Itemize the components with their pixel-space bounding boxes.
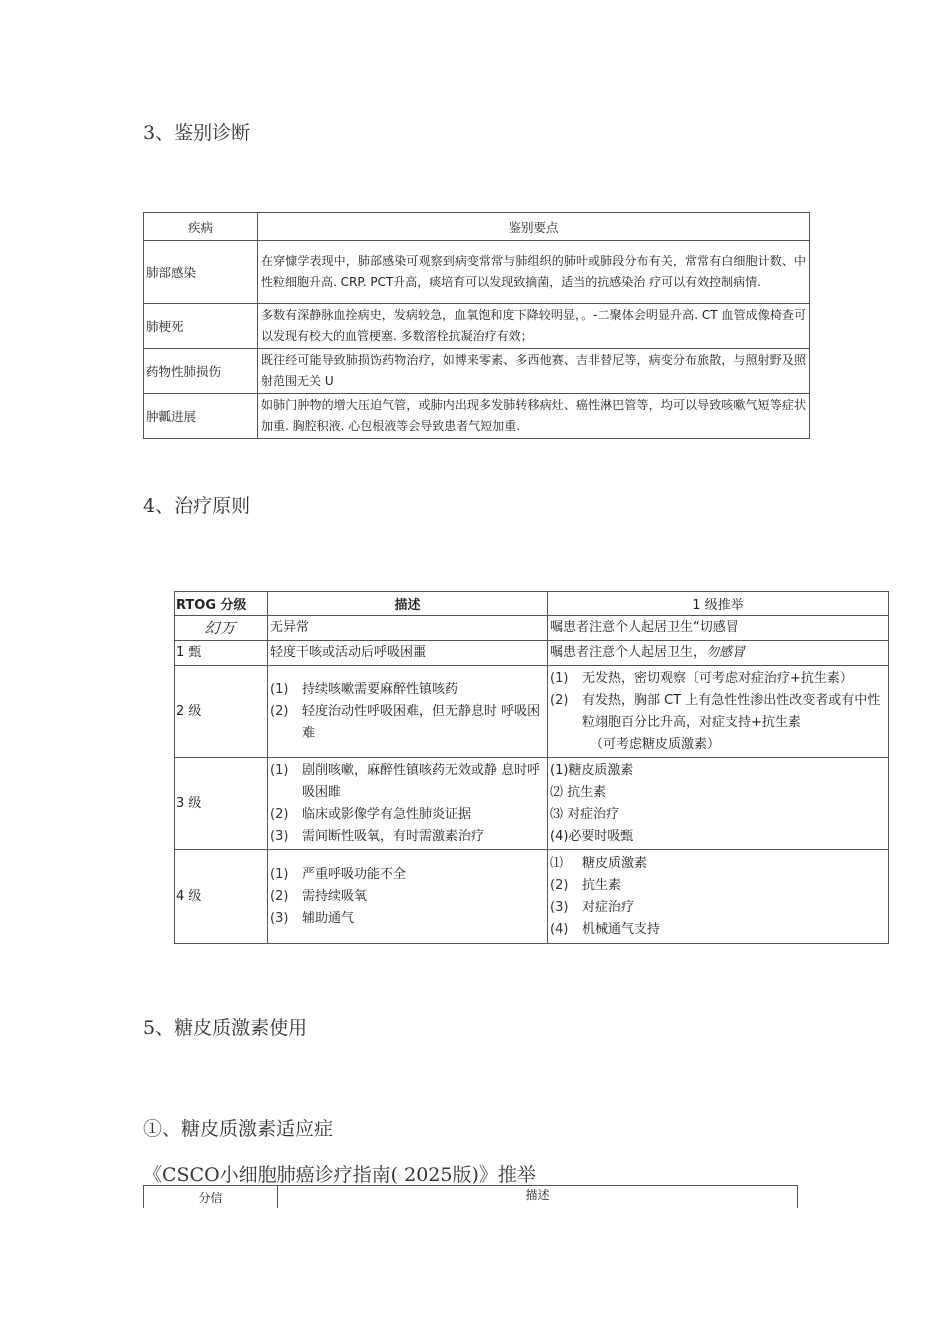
table-row <box>175 616 889 641</box>
list-item <box>270 701 545 745</box>
table-row <box>175 666 889 758</box>
list-item-note: （可考虑糖皮质激素） <box>590 736 721 752</box>
guideline-title: 《CSCO小细胞肺癌诊疗指南( 2025版)》推举 <box>143 1164 536 1186</box>
list-item <box>270 908 545 930</box>
item-text: 轻度治动性呼吸困难，但无静息时 呼吸困难 <box>302 703 541 741</box>
key-points-cell: 在穿慷学表现中，肺部感染可观察到病变常常与肺组织的肺叶或肺段分布有关，常常有白细胞计数、中性粒细胞升高. CRP. PCT升高，痰培育可以发现致摘菌，适当的抗感染治 疗可以有效控制病情. <box>258 241 810 304</box>
recommendation-cell <box>548 758 889 850</box>
item-text: 糖皮质激素 <box>582 855 648 871</box>
item-text: 无发热，密切观察〔可考虑对症治疗+抗生素） <box>582 670 853 686</box>
table-header-row <box>144 1186 798 1209</box>
section-heading-4: 4、治疗原则 <box>143 495 251 517</box>
item-number: (2) <box>270 888 289 904</box>
list-item <box>550 668 886 690</box>
description-cell: 轻度干咳或活动后呼吸困噩 <box>268 641 548 666</box>
list-item <box>270 886 545 908</box>
disease-cell: 肺部感染 <box>144 241 258 304</box>
key-points-cell: 如肺门肿物的增大压迫气管，或肺内出现多发肺转移病灶、癌性淋巴管等，均可以导致咳嗽气短等症状加重. 胸腔积液. 心包根液等会导致患者气短加重. <box>258 394 810 439</box>
list-item <box>550 690 886 734</box>
list-item <box>270 679 545 701</box>
list-item <box>270 826 545 848</box>
recommendation-cell <box>548 850 889 944</box>
item-text: 辅助通气 <box>302 910 355 926</box>
column-header-description: 描述 <box>268 592 548 616</box>
table-row <box>175 850 889 944</box>
item-text: 机械通气支持 <box>582 921 661 937</box>
grade-cell <box>175 616 268 641</box>
table-header-row <box>175 592 889 616</box>
rtog-grading-table <box>174 591 889 944</box>
item-number: (4) <box>550 921 569 937</box>
list-item: ⑵ 抗生素 <box>550 784 607 800</box>
description-cell <box>268 666 548 758</box>
item-text: 持续咳嗽需要麻醉性镇咳药 <box>302 681 459 697</box>
description-cell: 无异常 <box>268 616 548 641</box>
differential-diagnosis-table <box>143 212 810 439</box>
subsection-heading: ①、糖皮质激素适应症 <box>143 1118 334 1140</box>
list-item <box>270 760 545 804</box>
recommendation-text-italic: 勿感冒 <box>706 645 746 660</box>
list-item <box>270 864 545 886</box>
grade-cell: 3 级 <box>175 758 268 850</box>
item-number: (3) <box>270 828 289 844</box>
description-cell <box>268 850 548 944</box>
item-number: ⑴ <box>550 855 564 871</box>
column-header-key-points: 鉴别要点 <box>258 213 810 241</box>
item-number: (2) <box>550 877 569 893</box>
item-text: 严重呼吸功能不全 <box>302 866 407 882</box>
list-item <box>270 804 545 826</box>
recommendation-cell <box>548 641 889 666</box>
key-points-cell: 既往经可能导致肺损饬药物治疗，如博来零素、多西他赛、吉非替尼等，病变分布旅散，与照射野及照射范围无关 U <box>258 349 810 394</box>
item-number: (2) <box>270 806 289 822</box>
key-points-cell: 多数有深静脉血拴病史，发病较急，血氧饱和度下降较明显，。-二聚体会明显升高. CT 血管成像椅查可以发现有校大的血管梗塞. 多数溶栓抗凝治疗有效； <box>258 304 810 349</box>
list-item: (4)必要时吸甄 <box>550 828 634 844</box>
list-item <box>550 897 886 919</box>
section-heading-5: 5、糖皮质激素使用 <box>143 1017 308 1039</box>
disease-cell: 药物性肺损伤 <box>144 349 258 394</box>
description-cell <box>268 758 548 850</box>
csco-table <box>143 1185 798 1208</box>
disease-cell: 肺梗死 <box>144 304 258 349</box>
disease-cell: 肿瓤进展 <box>144 394 258 439</box>
item-number: (1) <box>270 866 289 882</box>
table-row <box>175 641 889 666</box>
table-row <box>144 349 810 394</box>
table-row <box>144 304 810 349</box>
list-item: (1)糖皮质激素 <box>550 762 634 778</box>
list-item <box>550 875 886 897</box>
column-header-disease: 疾病 <box>144 213 258 241</box>
table-row <box>144 394 810 439</box>
table-header-row <box>144 213 810 241</box>
list-item: ⑶ 对症治疗 <box>550 806 620 822</box>
recommendation-cell <box>548 666 889 758</box>
column-header-grade: RTOG 分级 <box>175 592 268 616</box>
item-number: (2) <box>550 692 569 708</box>
grade-scribble: 幻万 <box>204 619 237 637</box>
grade-cell: 2 级 <box>175 666 268 758</box>
column-header-grade: 分信 <box>144 1186 278 1209</box>
section-heading-3: 3、鉴别诊断 <box>143 122 251 144</box>
list-item <box>550 919 886 941</box>
item-number: (3) <box>550 899 569 915</box>
item-number: (1) <box>270 762 289 778</box>
grade-cell: 1 甄 <box>175 641 268 666</box>
item-text: 需持续吸氧 <box>302 888 368 904</box>
item-text: 有发热，胸部 CT 上有急性性渗出性改变者或有中性粒翊胞百分比升高，对症支持+抗生素 <box>582 692 881 730</box>
item-text: 抗生素 <box>582 877 622 893</box>
item-number: (2) <box>270 703 289 719</box>
item-text: 对症治疗 <box>582 899 635 915</box>
recommendation-text: 嘱患者注意个人起居卫生， <box>550 645 707 660</box>
item-number: (3) <box>270 910 289 926</box>
column-header-description: 描述 <box>278 1186 798 1209</box>
grade-cell: 4 级 <box>175 850 268 944</box>
item-number: (1) <box>270 681 289 697</box>
list-item <box>550 853 886 875</box>
item-text: 临床或影像学有急性肺炎证据 <box>302 806 472 822</box>
item-text: 剧削咳嗽，麻醉性镇咳药无效或静 息时呼吸困睢 <box>302 762 541 800</box>
table-row <box>144 241 810 304</box>
recommendation-cell: 嘱患者注意个人起居卫生“切感冒 <box>548 616 889 641</box>
item-text: 需间断性吸氧，有时需激素治疗 <box>302 828 485 844</box>
column-header-recommendation: 1 级推举 <box>548 592 889 616</box>
table-row <box>175 758 889 850</box>
item-number: (1) <box>550 670 569 686</box>
